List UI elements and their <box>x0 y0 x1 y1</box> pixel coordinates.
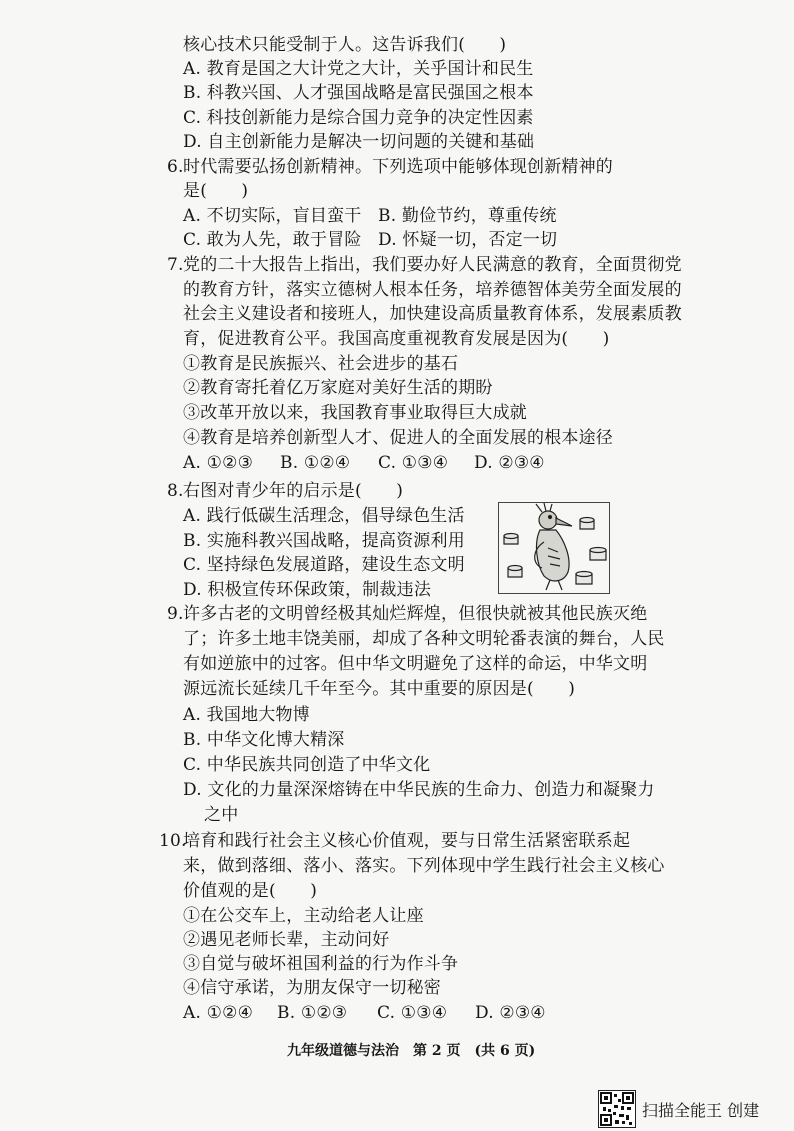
q9-stem-line3: 有如逆旅中的过客。但中华文明避免了这样的命运，中华文明 <box>183 654 648 674</box>
q8-option-c: C. 坚持绿色发展道路，建设生态文明 <box>183 555 465 575</box>
q10-option-a: A. ①②④ <box>183 1003 254 1023</box>
q10-option-b: B. ①②③ <box>277 1003 348 1023</box>
q8-option-d: D. 积极宣传环保政策，制裁违法 <box>183 580 432 600</box>
q8-stem: 右图对青少年的启示是( ) <box>183 481 404 501</box>
q9-option-c: C. 中华民族共同创造了中华文化 <box>183 755 431 775</box>
q7-stem-line4: 育，促进教育公平。我国高度重视教育发展是因为( ) <box>183 329 610 349</box>
q8-option-a: A. 践行低碳生活理念，倡导绿色生活 <box>183 506 465 526</box>
q10-stem-line1: 培育和践行社会主义核心价值观，要与日常生活紧密联系起 <box>183 831 631 851</box>
q9-option-a: A. 我国地大物博 <box>183 705 310 725</box>
q7-statement-3: ③改革开放以来，我国教育事业取得巨大成就 <box>183 403 527 423</box>
q6-stem-line2: 是( ) <box>183 181 249 201</box>
q5-option-c: C. 科技创新能力是综合国力竞争的决定性因素 <box>183 108 534 128</box>
q10-statement-4: ④信守承诺，为朋友保守一切秘密 <box>183 978 441 998</box>
q9-option-d-line1: D. 文化的力量深深熔铸在中华民族的生命力、创造力和凝聚力 <box>183 780 655 800</box>
q9-stem-line1: 许多古老的文明曾经极其灿烂辉煌，但很快就被其他民族灭绝 <box>183 604 648 624</box>
q7-statement-1: ①教育是民族振兴、社会进步的基石 <box>183 354 459 374</box>
q10-stem-line3: 价值观的是( ) <box>183 881 318 901</box>
q10-stem-line2: 来，做到落细、落小、落实。下列体现中学生践行社会主义核心 <box>183 856 665 876</box>
q10-statement-2: ②遇见老师长辈，主动问好 <box>183 930 390 950</box>
q6-option-a: A. 不切实际，盲目蛮干 <box>183 206 362 226</box>
q7-stem-line2: 的教育方针，落实立德树人根本任务，培养德智体美劳全面发展的 <box>183 280 682 300</box>
q8-number: 8. <box>167 481 184 501</box>
q9-stem-line2: 了；许多土地丰饶美丽，却成了各种文明轮番表演的舞台，人民 <box>183 629 665 649</box>
q6-option-d: D. 怀疑一切，否定一切 <box>378 230 558 250</box>
q5-option-b: B. 科教兴国、人才强国战略是富民强国之根本 <box>183 83 534 103</box>
q10-number: 10. <box>159 831 187 851</box>
q9-option-b: B. 中华文化博大精深 <box>183 730 345 750</box>
q8-cartoon-illustration <box>498 502 610 594</box>
q7-statement-2: ②教育寄托着亿万家庭对美好生活的期盼 <box>183 378 493 398</box>
q8-option-b: B. 实施科教兴国战略，提高资源利用 <box>183 531 465 551</box>
q6-stem-line1: 时代需要弘扬创新精神。下列选项中能够体现创新精神的 <box>183 157 613 177</box>
q10-statement-1: ①在公交车上，主动给老人让座 <box>183 906 424 926</box>
q7-option-a: A. ①②③ <box>183 453 254 473</box>
scanner-watermark <box>598 1090 759 1128</box>
q9-number: 9. <box>167 604 184 624</box>
q7-option-c: C. ①③④ <box>378 453 449 473</box>
q5-option-a: A. 教育是国之大计党之大计，关乎国计和民生 <box>183 59 534 79</box>
qr-code-icon <box>598 1090 636 1128</box>
q9-stem-line4: 源远流长延续几千年至今。其中重要的原因是( ) <box>183 679 576 699</box>
q6-option-b: B. 勤俭节约，尊重传统 <box>378 206 557 226</box>
q5-option-d: D. 自主创新能力是解决一切问题的关键和基础 <box>183 132 535 152</box>
q7-stem-line3: 社会主义建设者和接班人，加快建设高质量教育体系，发展素质教 <box>183 304 682 324</box>
q9-option-d-line2: 之中 <box>204 805 239 825</box>
q5-stem-tail: 核心技术只能受制于人。这告诉我们( ) <box>183 35 507 55</box>
q7-number: 7. <box>167 255 184 275</box>
q6-number: 6. <box>167 157 184 177</box>
q10-option-d: D. ②③④ <box>475 1003 546 1023</box>
q7-option-b: B. ①②④ <box>280 453 351 473</box>
q6-option-c: C. 敢为人先，敢于冒险 <box>183 230 362 250</box>
q10-option-c: C. ①③④ <box>377 1003 448 1023</box>
q7-statement-4: ④教育是培养创新型人才、促进人的全面发展的根本途径 <box>183 428 613 448</box>
watermark-text: 扫描全能王 创建 <box>642 1100 760 1120</box>
q7-stem-line1: 党的二十大报告上指出，我们要办好人民满意的教育，全面贯彻党 <box>183 255 682 275</box>
page-footer: 九年级道德与法治 第 2 页 (共 6 页) <box>287 1043 536 1059</box>
q10-statement-3: ③自觉与破坏祖国利益的行为作斗争 <box>183 954 459 974</box>
q7-option-d: D. ②③④ <box>474 453 545 473</box>
